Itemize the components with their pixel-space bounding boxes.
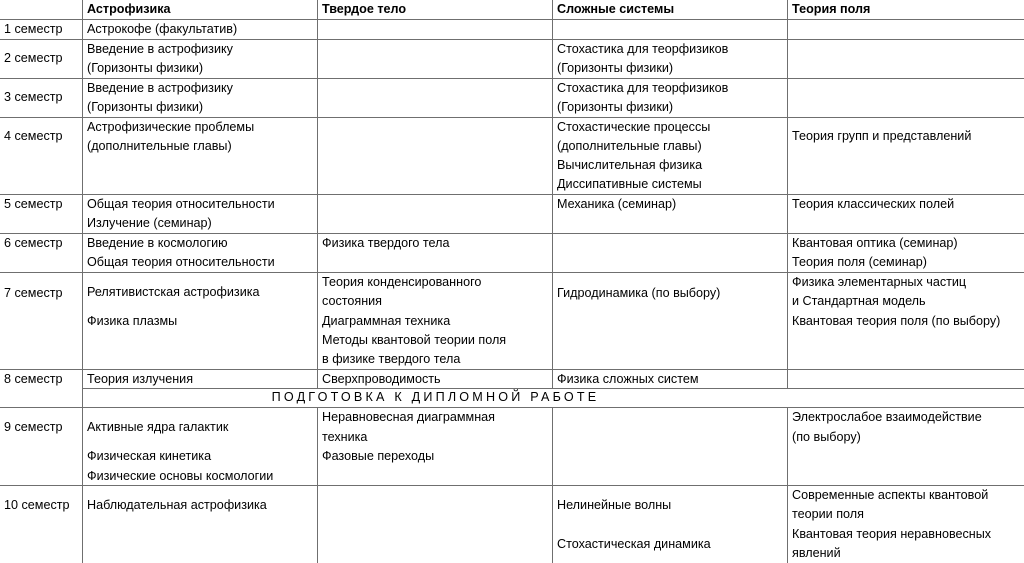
course-entry: Квантовая теория поля (по выбору)	[792, 314, 1001, 328]
course-entry: Физика плазмы	[87, 314, 178, 328]
course-entry: Теория излучения	[87, 372, 194, 386]
semester-label: 4 семестр	[4, 129, 63, 143]
course-entry: Неравновесная диаграммная	[322, 410, 495, 424]
course-entry: Астрокофе (факультатив)	[87, 22, 238, 36]
semester-label: 10 семестр	[4, 498, 70, 512]
course-entry: Стохастическая динамика	[557, 537, 711, 551]
course-entry: (по выбору)	[792, 430, 861, 444]
semester-label: 3 семестр	[4, 90, 63, 104]
semester-label: 6 семестр	[4, 236, 63, 250]
course-entry: Стохастические процессы	[557, 120, 711, 134]
course-entry: Физика твердого тела	[322, 236, 450, 250]
course-entry: Вычислительная физика	[557, 158, 703, 172]
course-entry: Введение в космологию	[87, 236, 228, 250]
course-entry: Теория групп и представлений	[792, 129, 972, 143]
column-header-field-theory: Теория поля	[792, 2, 871, 16]
semester-label: 7 семестр	[4, 286, 63, 300]
course-entry: (Горизонты физики)	[87, 100, 204, 114]
course-entry: Диаграммная техника	[322, 314, 451, 328]
course-entry: Теория поля (семинар)	[792, 255, 927, 269]
course-entry: Методы квантовой теории поля	[322, 333, 507, 347]
course-entry: Общая теория относительности	[87, 197, 275, 211]
course-entry: Физические основы космологии	[87, 469, 274, 483]
course-entry: Квантовая теория неравновесных	[792, 527, 992, 541]
course-entry: (Горизонты физики)	[557, 61, 674, 75]
semester-label: 1 семестр	[4, 22, 63, 36]
course-entry: Теория конденсированного	[322, 275, 482, 289]
course-entry: Релятивистская астрофизика	[87, 285, 260, 299]
course-entry: (Горизонты физики)	[87, 61, 204, 75]
course-entry: Фазовые переходы	[322, 449, 435, 463]
course-entry: Современные аспекты квантовой	[792, 488, 989, 502]
course-entry: Сверхпроводимость	[322, 372, 441, 386]
course-entry: и Стандартная модель	[792, 294, 926, 308]
column-header-solid-state: Твердое тело	[322, 2, 407, 16]
course-entry: Излучение (семинар)	[87, 216, 212, 230]
course-entry: Стохастика для теорфизиков	[557, 81, 729, 95]
semester-label: 5 семестр	[4, 197, 63, 211]
column-divider	[82, 0, 83, 563]
course-entry: Наблюдательная астрофизика	[87, 498, 267, 512]
course-entry: Введение в астрофизику	[87, 81, 233, 95]
column-header-complex-systems: Сложные системы	[557, 2, 675, 16]
course-entry: Диссипативные системы	[557, 177, 702, 191]
course-entry: техника	[322, 430, 368, 444]
course-entry: Механика (семинар)	[557, 197, 677, 211]
course-entry: Физическая кинетика	[87, 449, 212, 463]
semester-label: 2 семестр	[4, 51, 63, 65]
course-entry: Гидродинамика (по выбору)	[557, 286, 721, 300]
course-entry: Теория классических полей	[792, 197, 955, 211]
course-entry: (дополнительные главы)	[87, 139, 232, 153]
course-entry: Введение в астрофизику	[87, 42, 233, 56]
course-entry: явлений	[792, 546, 841, 560]
column-header-astrophysics: Астрофизика	[87, 2, 171, 16]
course-entry: Нелинейные волны	[557, 498, 672, 512]
course-entry: Астрофизические проблемы	[87, 120, 255, 134]
semester-label: 8 семестр	[4, 372, 63, 386]
course-entry: Стохастика для теорфизиков	[557, 42, 729, 56]
thesis-preparation-banner: ПОДГОТОВКА К ДИПЛОМНОЙ РАБОТЕ	[271, 390, 600, 404]
course-entry: теории поля	[792, 507, 864, 521]
course-entry: Физика элементарных частиц	[792, 275, 967, 289]
course-entry: в физике твердого тела	[322, 352, 461, 366]
course-entry: (дополнительные главы)	[557, 139, 702, 153]
course-entry: Физика сложных систем	[557, 372, 699, 386]
course-entry: Квантовая оптика (семинар)	[792, 236, 958, 250]
semester-label: 9 семестр	[4, 420, 63, 434]
course-entry: Электрослабое взаимодействие	[792, 410, 982, 424]
course-entry: Активные ядра галактик	[87, 420, 229, 434]
course-entry: (Горизонты физики)	[557, 100, 674, 114]
course-entry: Общая теория относительности	[87, 255, 275, 269]
course-entry: состояния	[322, 294, 382, 308]
